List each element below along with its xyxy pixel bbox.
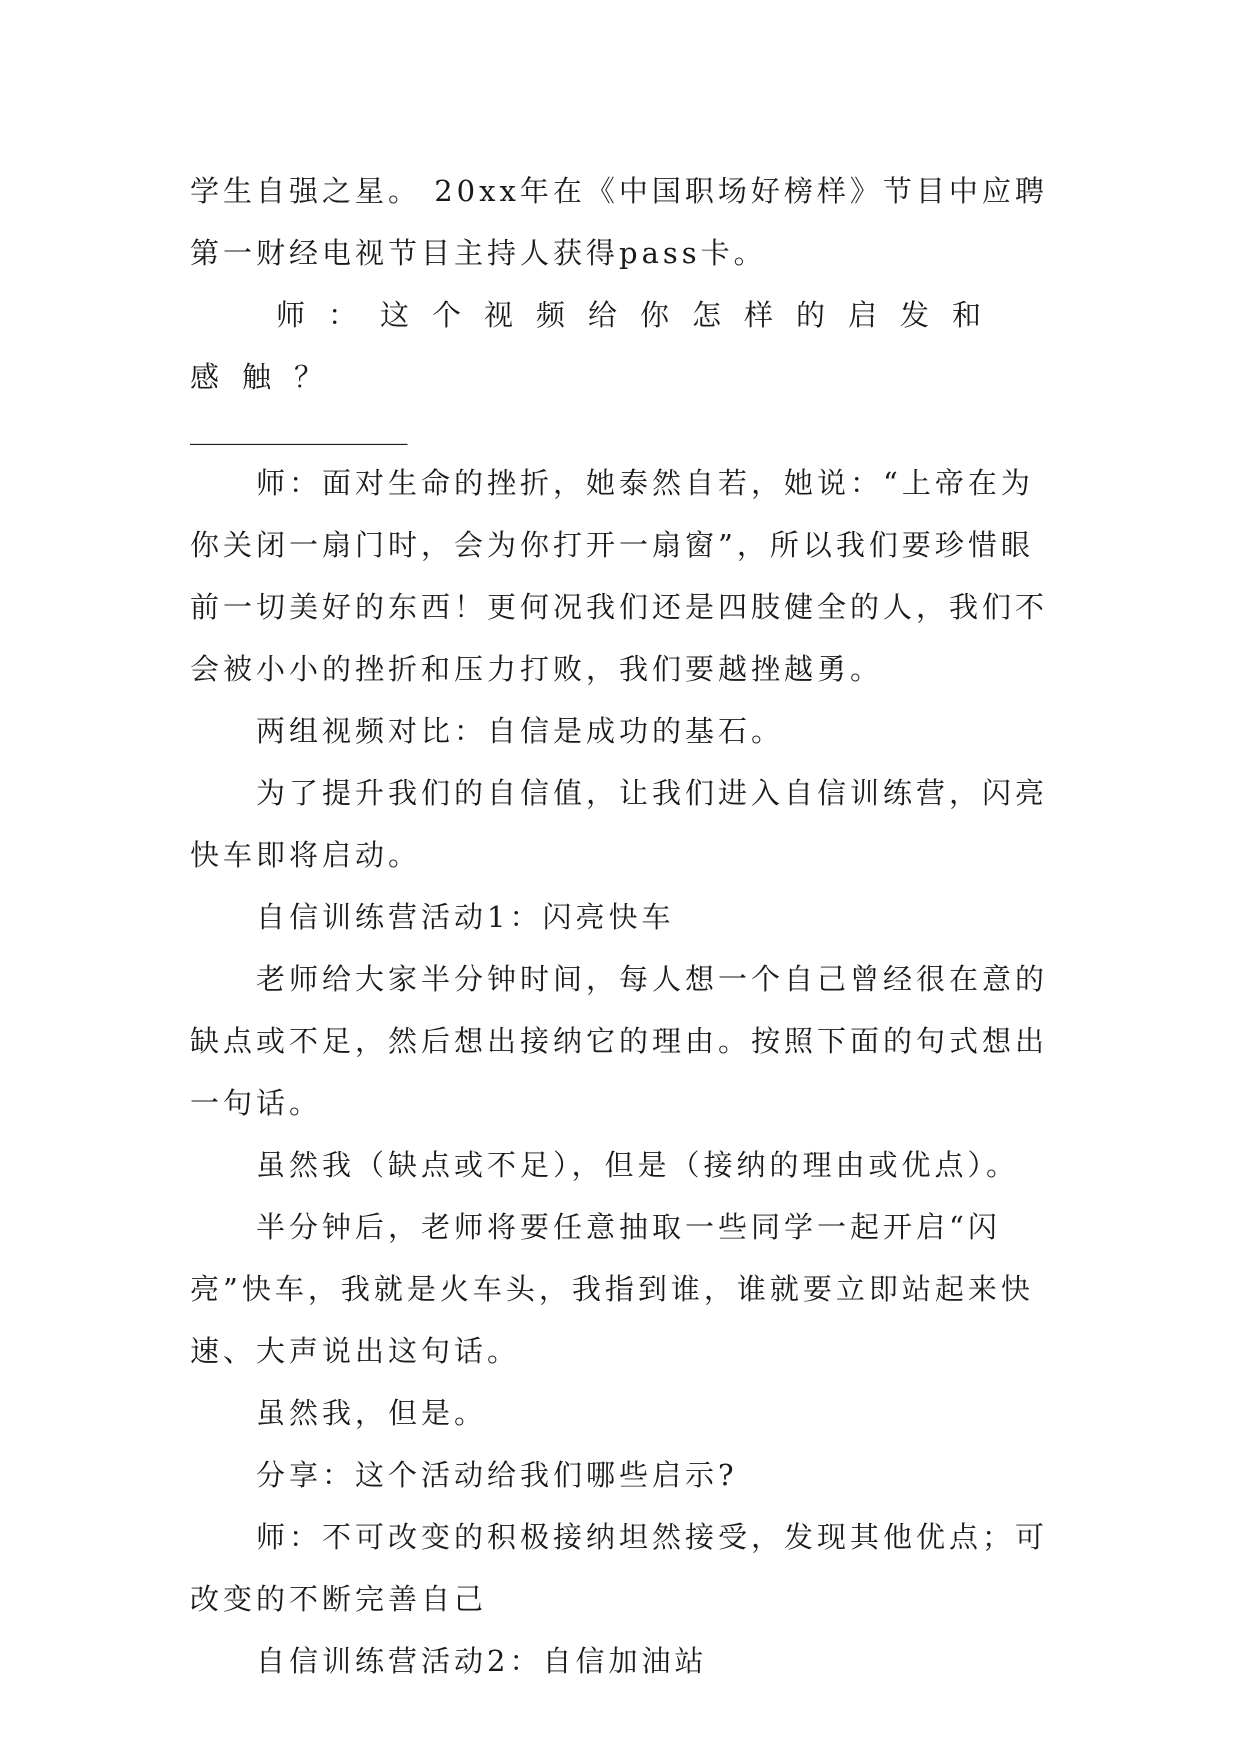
paragraph-activity-1-instructions: 老师给大家半分钟时间，每人想一个自己曾经很在意的缺点或不足，然后想出接纳它的理由。按照下面的句式想出一句话。: [190, 962, 1049, 1120]
paragraph-video-comparison: 两组视频对比：自信是成功的基石。: [256, 714, 785, 748]
sentence-pattern-short: 虽然我，但是。: [256, 1396, 488, 1430]
paragraph-intro: 学生自强之星。 20xx年在《中国职场好榜样》节目中应聘第一财经电视节目主持人获得pass卡。: [190, 174, 1048, 270]
paragraph-teacher-reflection: 师：面对生命的挫折，她泰然自若，她说：“上帝在为你关闭一扇门时，会为你打开一扇窗”，所以我们要珍惜眼前一切美好的东西！更何况我们还是四肢健全的人，我们不会被小小的挫折和压力打败，我们要越挫越勇。: [190, 466, 1049, 686]
paragraph-teacher-summary: 师：不可改变的积极接纳坦然接受，发现其他优点；可改变的不断完善自己: [190, 1520, 1049, 1616]
activity-2-heading: 自信训练营活动2：自信加油站: [256, 1644, 708, 1678]
sentence-pattern: 虽然我（缺点或不足），但是（接纳的理由或优点）。: [256, 1148, 1020, 1182]
paragraph-activity-1-process: 半分钟后，老师将要任意抽取一些同学一起开启“闪亮”快车，我就是火车头，我指到谁，谁就要立即站起来快速、大声说出这句话。: [190, 1210, 1034, 1368]
answer-blank-line: _______________: [190, 411, 408, 445]
activity-1-heading: 自信训练营活动1：闪亮快车: [256, 900, 675, 934]
share-question: 分享：这个活动给我们哪些启示?: [256, 1458, 738, 1492]
document-body: [190, 160, 1050, 1692]
teacher-question: 师：这个视频给你怎样的启发和感触？: [190, 298, 1005, 394]
paragraph-training-camp-intro: 为了提升我们的自信值，让我们进入自信训练营，闪亮快车即将启动。: [190, 776, 1049, 872]
